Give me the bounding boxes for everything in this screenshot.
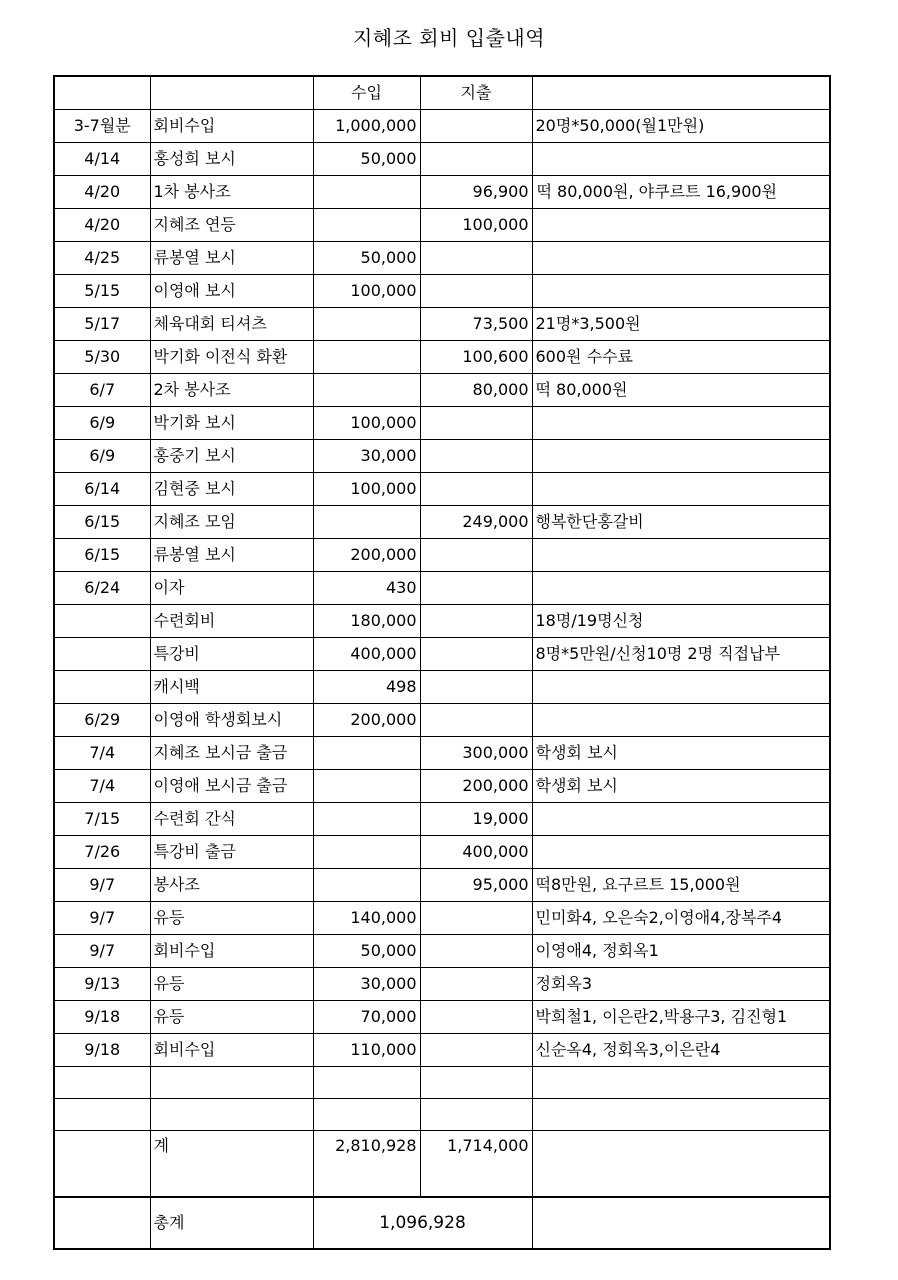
row-note: 떡 80,000원, 야쿠르트 16,900원 [532,176,830,209]
header-expense: 지출 [420,76,532,110]
row-date: 7/26 [54,836,150,869]
table-row [54,572,830,605]
row-note: 정회옥3 [532,968,830,1001]
table-row [54,209,830,242]
total-income: 2,810,928 [313,1131,420,1197]
row-item: 회비수입 [150,935,313,968]
row-date: 6/24 [54,572,150,605]
row-item: 유등 [150,902,313,935]
row-expense [420,1034,532,1067]
table-row [54,770,830,803]
row-income: 140,000 [313,902,420,935]
grand-note-cell [532,1197,830,1249]
row-income: 110,000 [313,1034,420,1067]
row-note [532,1099,830,1131]
row-expense [420,110,532,143]
row-income: 50,000 [313,242,420,275]
row-income [313,737,420,770]
row-note: 행복한단홍갈비 [532,506,830,539]
row-income: 430 [313,572,420,605]
row-note: 20명*50,000(월1만원) [532,110,830,143]
row-item: 지혜조 모임 [150,506,313,539]
row-date [54,638,150,671]
row-income: 70,000 [313,1001,420,1034]
page-title: 지혜조 회비 입출내역 [352,26,546,50]
row-date: 5/15 [54,275,150,308]
row-item: 유등 [150,1001,313,1034]
row-item: 2차 봉사조 [150,374,313,407]
row-expense [420,968,532,1001]
row-expense [420,935,532,968]
row-date: 6/14 [54,473,150,506]
row-income [313,308,420,341]
row-income: 498 [313,671,420,704]
row-note: 박희철1, 이은란2,박용구3, 김진형1 [532,1001,830,1034]
row-note [532,1067,830,1099]
row-expense [420,638,532,671]
row-income [313,209,420,242]
row-item: 류봉열 보시 [150,539,313,572]
total-expense: 1,714,000 [420,1131,532,1197]
header-note [532,76,830,110]
table-row [54,869,830,902]
row-date: 7/4 [54,770,150,803]
row-item: 1차 봉사조 [150,176,313,209]
row-expense [420,671,532,704]
row-item [150,1099,313,1131]
row-item: 이영애 보시금 출금 [150,770,313,803]
row-item: 유등 [150,968,313,1001]
row-item: 수련회 간식 [150,803,313,836]
row-income: 30,000 [313,968,420,1001]
ledger-table [53,75,831,1250]
row-item: 류봉열 보시 [150,242,313,275]
row-expense: 249,000 [420,506,532,539]
row-date: 4/25 [54,242,150,275]
row-income [313,176,420,209]
table-row [54,506,830,539]
header-date [54,76,150,110]
row-expense [420,572,532,605]
grand-total-row [54,1197,830,1249]
total-label: 계 [150,1131,313,1197]
row-expense: 100,600 [420,341,532,374]
row-note [532,209,830,242]
row-income: 180,000 [313,605,420,638]
row-note [532,803,830,836]
row-expense [420,275,532,308]
row-date: 5/17 [54,308,150,341]
row-item: 이영애 학생회보시 [150,704,313,737]
row-income [313,506,420,539]
row-date: 9/7 [54,869,150,902]
row-income [313,341,420,374]
row-item: 홍성희 보시 [150,143,313,176]
ledger-body [54,76,830,1131]
row-income: 100,000 [313,473,420,506]
row-income: 200,000 [313,539,420,572]
row-note [532,275,830,308]
row-date: 4/20 [54,209,150,242]
row-date: 6/15 [54,506,150,539]
table-row [54,176,830,209]
row-date [54,1099,150,1131]
row-item [150,1067,313,1099]
row-expense [420,1001,532,1034]
row-expense: 80,000 [420,374,532,407]
row-date: 6/15 [54,539,150,572]
summary-body [54,1131,830,1249]
row-note: 민미화4, 오은숙2,이영애4,장복주4 [532,902,830,935]
row-expense [420,440,532,473]
row-note [532,143,830,176]
table-row [54,671,830,704]
row-item: 이자 [150,572,313,605]
table-row [54,1099,830,1131]
row-item: 봉사조 [150,869,313,902]
row-note: 떡 80,000원 [532,374,830,407]
row-income: 50,000 [313,143,420,176]
row-expense [420,1067,532,1099]
row-note [532,539,830,572]
row-expense: 73,500 [420,308,532,341]
table-row [54,605,830,638]
row-income [313,770,420,803]
row-expense: 400,000 [420,836,532,869]
row-income: 50,000 [313,935,420,968]
row-note: 떡8만원, 요구르트 15,000원 [532,869,830,902]
grand-date-cell [54,1197,150,1249]
row-note: 8명*5만원/신청10명 2명 직접납부 [532,638,830,671]
row-expense: 96,900 [420,176,532,209]
row-date: 6/29 [54,704,150,737]
header-income: 수입 [313,76,420,110]
row-date: 5/30 [54,341,150,374]
row-income [313,836,420,869]
row-item: 특강비 [150,638,313,671]
table-row [54,935,830,968]
row-date: 9/13 [54,968,150,1001]
row-item: 회비수입 [150,110,313,143]
table-row [54,110,830,143]
row-expense [420,704,532,737]
row-date: 3-7월분 [54,110,150,143]
row-income: 200,000 [313,704,420,737]
row-expense: 300,000 [420,737,532,770]
row-note: 신순옥4, 정회옥3,이은란4 [532,1034,830,1067]
row-income [313,803,420,836]
row-income [313,374,420,407]
row-item: 캐시백 [150,671,313,704]
row-date: 4/20 [54,176,150,209]
row-date: 6/9 [54,407,150,440]
row-date: 9/18 [54,1034,150,1067]
table-row [54,539,830,572]
row-expense: 100,000 [420,209,532,242]
row-item: 홍중기 보시 [150,440,313,473]
table-row [54,1034,830,1067]
table-row [54,407,830,440]
row-expense [420,1099,532,1131]
table-row [54,275,830,308]
table-row [54,242,830,275]
row-item: 지혜조 연등 [150,209,313,242]
row-date [54,671,150,704]
row-date: 4/14 [54,143,150,176]
table-row [54,737,830,770]
row-income: 100,000 [313,407,420,440]
row-note [532,407,830,440]
row-date: 9/7 [54,902,150,935]
row-expense [420,902,532,935]
row-expense [420,242,532,275]
row-item: 특강비 출금 [150,836,313,869]
row-income [313,1067,420,1099]
row-expense [420,539,532,572]
row-note: 이영애4, 정회옥1 [532,935,830,968]
header-row [54,76,830,110]
table-row [54,374,830,407]
row-item: 회비수입 [150,1034,313,1067]
row-note [532,572,830,605]
row-date: 6/9 [54,440,150,473]
table-row [54,902,830,935]
row-expense: 200,000 [420,770,532,803]
row-note [532,836,830,869]
row-income: 400,000 [313,638,420,671]
row-income: 30,000 [313,440,420,473]
row-expense [420,407,532,440]
row-expense [420,605,532,638]
row-expense: 95,000 [420,869,532,902]
row-expense [420,473,532,506]
row-note: 600원 수수료 [532,341,830,374]
row-income [313,1099,420,1131]
row-note: 21명*3,500원 [532,308,830,341]
row-item: 박기화 보시 [150,407,313,440]
grand-total-label: 총계 [150,1197,313,1249]
row-note [532,242,830,275]
total-date-cell [54,1131,150,1197]
table-row [54,638,830,671]
row-note [532,440,830,473]
row-income: 1,000,000 [313,110,420,143]
row-date [54,605,150,638]
table-row [54,341,830,374]
row-item: 수련회비 [150,605,313,638]
row-item: 김현중 보시 [150,473,313,506]
table-row [54,1067,830,1099]
table-row [54,968,830,1001]
row-date [54,1067,150,1099]
row-item: 지혜조 보시금 출금 [150,737,313,770]
row-note [532,473,830,506]
table-row [54,803,830,836]
row-date: 6/7 [54,374,150,407]
total-row [54,1131,830,1197]
row-date: 7/15 [54,803,150,836]
row-item: 박기화 이전식 화환 [150,341,313,374]
table-row [54,704,830,737]
row-note: 학생회 보시 [532,737,830,770]
table-row [54,1001,830,1034]
row-item: 이영애 보시 [150,275,313,308]
total-note-cell [532,1131,830,1197]
row-note [532,704,830,737]
header-item [150,76,313,110]
row-income: 100,000 [313,275,420,308]
row-expense: 19,000 [420,803,532,836]
row-date: 9/7 [54,935,150,968]
row-note: 학생회 보시 [532,770,830,803]
row-item: 체육대회 티셔츠 [150,308,313,341]
table-row [54,440,830,473]
table-row [54,836,830,869]
row-income [313,869,420,902]
row-date: 9/18 [54,1001,150,1034]
table-row [54,308,830,341]
row-date: 7/4 [54,737,150,770]
table-row [54,143,830,176]
row-expense [420,143,532,176]
table-row [54,473,830,506]
row-note [532,671,830,704]
row-note: 18명/19명신청 [532,605,830,638]
grand-total-value: 1,096,928 [313,1197,532,1249]
